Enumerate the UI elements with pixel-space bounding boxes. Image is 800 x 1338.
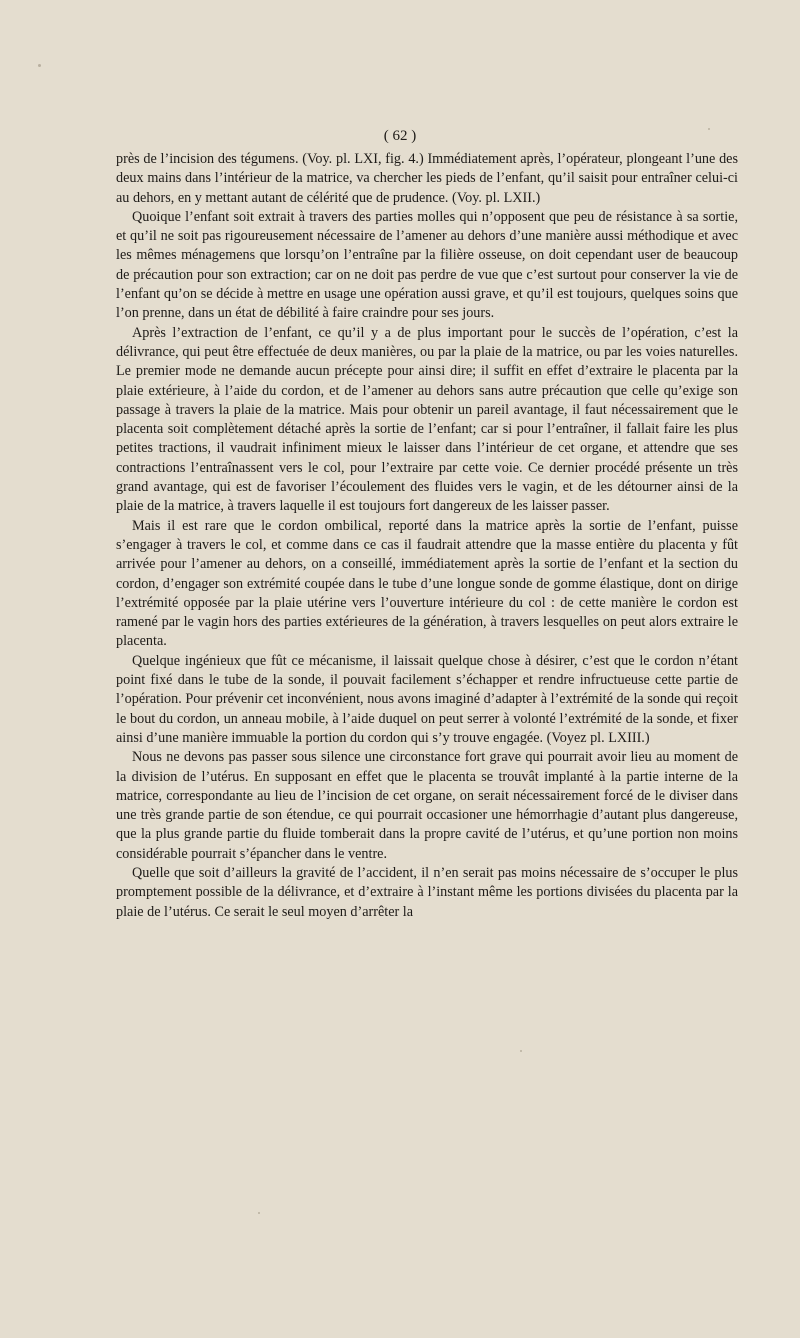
- paragraph: Nous ne devons pas passer sous silence une circonstance fort grave qui pourrait avoir lieu au moment de la division de l’utérus. En supposant en effet que le placenta se trouvât implanté à la partie interne de la matrice, correspondante au lieu de l’incision de cet organe, on serait nécessairement forcé de le diviser dans une très grande partie de son étendue, ce qui pourrait occasioner une hémorrhagie d’autant plus dangereuse, que la plus grande partie du fluide tomberait dans la propre cavité de l’utérus, et qu’une portion non moins considérable pourrait s’épancher dans le ventre.: [116, 749, 738, 862]
- paper-speck: [38, 64, 41, 67]
- body-text: [116, 150, 738, 922]
- paragraph: près de l’incision des tégumens. (Voy. pl. LXI, fig. 4.) Immédiatement après, l’opérateur, plongeant l’une des deux mains dans l’intérieur de la matrice, va chercher les pieds de l’enfant, qu’il saisit pour entraîner celui-ci au dehors, en y mettant autant de célérité que de prudence. (Voy. pl. LXII.): [116, 151, 738, 206]
- paragraph: Mais il est rare que le cordon ombilical, reporté dans la matrice après la sortie de l’enfant, puisse s’engager à travers le col, et comme dans ce cas il faudrait attendre que la masse entière du placenta y fût arrivée pour l’amener au dehors, on a conseillé, immédiatement après la sortie de l’enfant et la section du cordon, d’engager son extrémité coupée dans le tube d’une longue sonde de gomme élastique, dont on dirige l’extrémité opposée par la plaie utérine vers l’ouverture intérieure du col : de cette manière le cordon est ramené par le vagin hors des parties extérieures de la génération, à travers lesquelles on peut alors extraire le placenta.: [116, 517, 738, 650]
- paragraph: Quelque ingénieux que fût ce mécanisme, il laissait quelque chose à désirer, c’est que le cordon n’étant point fixé dans le tube de la sonde, il pouvait facilement s’échapper et rendre infructueuse cette partie de l’opération. Pour prévenir cet inconvénient, nous avons imaginé d’adapter à l’extrémité de la sonde qui reçoit le bout du cordon, un anneau mobile, à l’aide duquel on peut serrer à volonté l’extrémité de la sonde, et fixer ainsi d’une manière immuable la portion du cordon qui s’y trouve engagée. (Voyez pl. LXIII.): [116, 652, 738, 746]
- paper-speck: [258, 1212, 260, 1214]
- paper-speck: [520, 1050, 522, 1052]
- paragraph: Après l’extraction de l’enfant, ce qu’il y a de plus important pour le succès de l’opération, c’est la délivrance, qui peut être effectuée de deux manières, ou par la plaie de la matrice, ou par les voies naturelles. Le premier mode ne demande aucun précepte pour ainsi dire; il suffit en effet d’extraire le placenta par la plaie extérieure, à l’aide du cordon, et de l’amener au dehors sans autre précaution que celle qu’exige son passage à travers la plaie de la matrice. Mais pour obtenir un pareil avantage, il faut nécessairement que le placenta soit complètement détaché après la sortie de l’enfant; car si pour l’entraîner, il fallait faire les plus petites tractions, il vaudrait infiniment mieux le laisser dans l’intérieur de cet organe, et attendre que ses contractions l’entraînassent vers le col, pour l’extraire par cette voie. Ce dernier procédé présente un très grand avantage, qui est de favoriser l’écoulement des fluides vers le vagin, et de les détourner ainsi de la plaie de la matrice, à travers laquelle il est toujours fort dangereux de les laisser passer.: [116, 324, 738, 515]
- paragraph: Quelle que soit d’ailleurs la gravité de l’accident, il n’en serait pas moins nécessaire de s’occuper le plus promptement possible de la délivrance, et d’extraire à l’instant même les portions divisées du placenta par la plaie de l’utérus. Ce serait le seul moyen d’arrêter la: [116, 864, 738, 920]
- paragraph: Quoique l’enfant soit extrait à travers des parties molles qui n’opposent que peu de résistance à sa sortie, et qu’il ne soit pas rigoureusement nécessaire de l’amener au dehors d’une manière aussi méthodique et avec les mêmes ménagemens que lorsqu’on l’entraîne par la filière osseuse, on doit cependant user de beaucoup de précaution pour son extraction; car on ne doit pas perdre de vue que c’est surtout pour conserver la vie de l’enfant qu’on se décide à mettre en usage une opération aussi grave, et qu’il est toujours, quelques soins que l’on prenne, dans un état de débilité à faire craindre pour ses jours.: [116, 208, 738, 322]
- page-number: ( 62 ): [383, 128, 417, 144]
